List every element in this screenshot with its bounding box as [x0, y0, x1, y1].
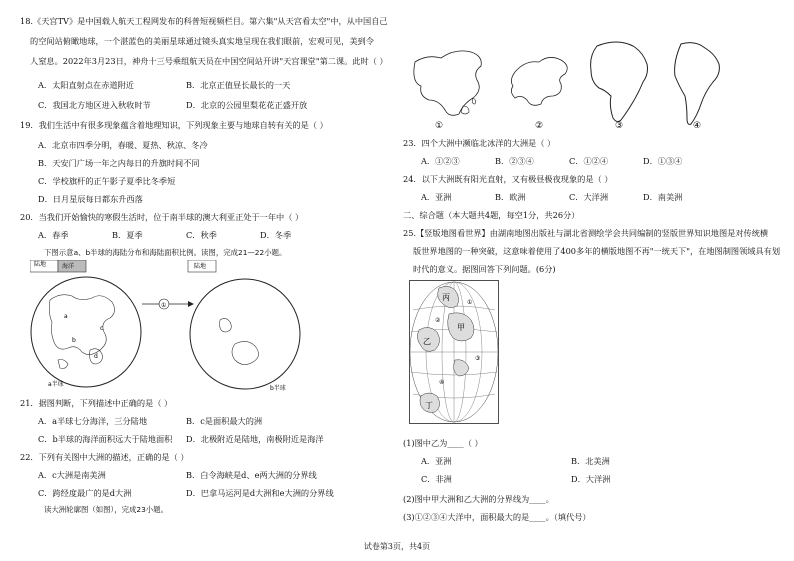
- q18-option-b[interactable]: B．北京正值昼长最长的一天: [186, 80, 291, 90]
- continent-3-outline: [591, 42, 648, 122]
- q24-option-a[interactable]: A．亚洲: [421, 192, 452, 202]
- continent-4-outline: [675, 43, 720, 125]
- q25-option-b[interactable]: B．北美洲: [571, 456, 610, 466]
- q25-line3: 时代的意义。据图回答下列问题。(6分): [413, 264, 556, 274]
- marker-label: ①: [161, 302, 167, 309]
- legend2-label: 陆地: [194, 263, 207, 270]
- q25-line2: 版世界地图的一种突破，这意味着使用了400多年的横版地图不再"一统天下"，在地图制图领域具有划: [413, 246, 781, 256]
- vertical-world-map: [409, 280, 499, 424]
- q25-line1: 25.【竖版地图看世界】由湖南地图出版社与湖北省测绘学会共同编制的竖版世界知识地图是对传统横: [403, 228, 769, 238]
- continent-1-marker: ①: [435, 121, 444, 131]
- map-label-2: ②: [435, 317, 441, 324]
- q25-sub1: (1)图中乙为____（ ）: [403, 438, 483, 448]
- intro-21-22: 下图示意a、b半球的海陆分布和海陆面积比例。读图，完成21—22小题。: [44, 248, 287, 257]
- q20-stem: 20．当我们开始愉快的寒假生活时，位于南半球的澳大利亚正处于一年中（ ）: [20, 212, 304, 222]
- continent-4-marker: ④: [693, 121, 702, 131]
- q24-option-d[interactable]: D．南美洲: [643, 192, 683, 202]
- q22-stem: 22．下列有关图中大洲的描述，正确的是（ ）: [20, 452, 189, 462]
- q18-option-c[interactable]: C．我国北方地区进入秋收时节: [38, 100, 151, 110]
- map-label-yi: 乙: [423, 337, 431, 346]
- q22-option-d[interactable]: D．巴拿马运河是d大洲和e大洲的分界线: [186, 488, 334, 498]
- q25-option-d[interactable]: D．大洋洲: [571, 474, 611, 484]
- q24-stem: 24．以下大洲既有阳光直射，又有极昼极夜现象的是（ ）: [403, 174, 613, 184]
- q22-option-a[interactable]: A．c大洲是南美洲: [38, 470, 106, 480]
- q19-option-c[interactable]: C．学校旗杆的正午影子夏季比冬季短: [38, 176, 176, 186]
- q19-option-d[interactable]: D．日月星辰每日都东升西落: [38, 194, 143, 204]
- hemisphere-figure: [30, 260, 320, 396]
- q21-option-a[interactable]: A．a半球七分海洋，三分陆地: [38, 416, 148, 426]
- map-label-bing: 丙: [442, 293, 450, 302]
- continent-1-outline: [414, 51, 481, 115]
- intro-23: 读大洲轮廓图（如图），完成23小题。: [44, 505, 168, 514]
- caption-right: b半球: [270, 385, 286, 392]
- label-b: b: [72, 337, 76, 344]
- caption-left: a半球: [48, 381, 64, 388]
- q21-option-c[interactable]: C．b半球的海洋面积远大于陆地面积: [38, 434, 173, 444]
- q25-sub2: (2)图中甲大洲和乙大洲的分界线为____。: [403, 494, 554, 504]
- q19-option-a[interactable]: A．北京市四季分明，春暖、夏热、秋凉、冬冷: [38, 140, 208, 150]
- q19-option-b[interactable]: B．天安门广场一年之内每日的升旗时间不同: [38, 158, 200, 168]
- q23-stem: 23．四个大洲中濒临北冰洋的大洲是（ ）: [403, 138, 556, 148]
- q19-stem: 19．我们生活中有很多现象蕴含着地理知识，下列现象主要与地球自转有关的是（ ）: [20, 120, 328, 130]
- q20-option-a[interactable]: A．春季: [38, 230, 69, 240]
- continent-2-marker: ②: [535, 121, 544, 131]
- continent-2-outline: [511, 57, 567, 105]
- page-footer: 试卷第3页，共4页: [363, 542, 431, 551]
- q25-option-a[interactable]: A．亚洲: [421, 456, 452, 466]
- q20-option-d[interactable]: D．冬季: [260, 230, 292, 240]
- q24-option-c[interactable]: C．大洋洲: [569, 192, 609, 202]
- map-label-3: ③: [475, 355, 481, 362]
- q21-option-b[interactable]: B．c是面积最大的洲: [186, 416, 263, 426]
- label-c: c: [100, 325, 104, 332]
- section2-heading: 二、综合题（本大题共4题，每空1分，共26分）: [403, 210, 580, 220]
- q21-stem: 21．据图判断，下列描述中正确的是（ ）: [20, 398, 173, 408]
- map-label-1: ①: [467, 299, 473, 306]
- q25-option-c[interactable]: C．非洲: [421, 474, 452, 484]
- map-label-ding: 丁: [425, 401, 433, 410]
- continent-outlines: [411, 36, 771, 132]
- continent-3-marker: ③: [615, 121, 624, 131]
- q24-option-b[interactable]: B．欧洲: [495, 192, 526, 202]
- arrow-head: [188, 301, 194, 307]
- q23-option-c[interactable]: C．①②④: [569, 156, 609, 166]
- legend1-label-b: 海洋: [62, 263, 75, 270]
- map-label-4: ④: [439, 379, 445, 386]
- hemisphere-a-globe: [31, 277, 141, 387]
- q22-option-c[interactable]: C．跨经度最广的是d大洲: [38, 488, 132, 498]
- map-label-jia: 甲: [457, 323, 465, 332]
- legend1-label-a: 陆地: [34, 261, 47, 268]
- q22-option-b[interactable]: B．白令海峡是d、e两大洲的分界线: [186, 470, 317, 480]
- q20-option-b[interactable]: B．夏季: [112, 230, 143, 240]
- q18-option-a[interactable]: A．太阳直射点在赤道附近: [38, 80, 134, 90]
- hemisphere-b-globe: [190, 279, 300, 389]
- continent-1-islands: [461, 98, 476, 114]
- q23-option-a[interactable]: A．①②③: [421, 156, 460, 166]
- q18-option-d[interactable]: D．北京的公园里梨花花正盛开放: [186, 100, 308, 110]
- q23-option-d[interactable]: D．①③④: [643, 156, 683, 166]
- q25-sub3: (3)①②③④大洋中，面积最大的是____。（填代号）: [403, 512, 591, 522]
- label-d: d: [94, 353, 98, 360]
- q21-option-d[interactable]: D．北极附近是陆地，南极附近是海洋: [186, 434, 324, 444]
- q20-option-c[interactable]: C．秋季: [186, 230, 217, 240]
- q23-option-b[interactable]: B．②③④: [495, 156, 534, 166]
- q18-line2: 的空间站俯瞰地球，一个湛蓝色的美丽星球通过镜头真实地呈现在我们眼前，宏观可见，美到令: [30, 36, 374, 46]
- q18-line1: 18.《天宫TV》是中国载人航天工程网发布的科普短视频栏目。第六集"从天宫看太空"中，从中国自己: [20, 16, 388, 26]
- q18-line3: 人窒息。2022年3月23日，神舟十三号乘组航天员在中国空间站开讲"天宫课堂"第二课。此时（ ）: [30, 56, 388, 66]
- label-a: a: [64, 313, 68, 320]
